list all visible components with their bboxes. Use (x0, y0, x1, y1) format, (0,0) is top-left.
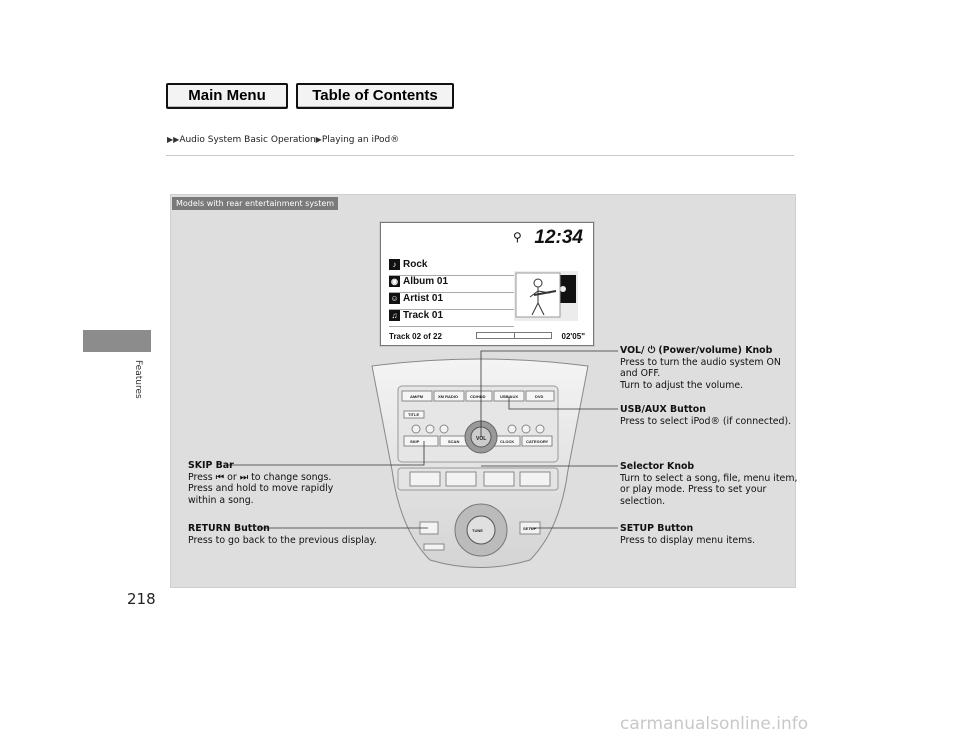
svg-text:SCAN: SCAN (448, 439, 460, 444)
table-of-contents-button[interactable]: Table of Contents (296, 83, 454, 109)
setup-button-callout: SETUP Button Press to display menu items. (620, 523, 756, 546)
breadcrumb-arrow-icon: ▶ (315, 135, 322, 144)
svg-text:AM/FM: AM/FM (410, 394, 424, 399)
list-item: ♪ Rock (389, 259, 514, 276)
power-icon: ⏻ (647, 345, 656, 356)
svg-text:USB/AUX: USB/AUX (500, 394, 519, 399)
return-button-callout: RETURN Button Press to go back to the previous display. (188, 523, 377, 546)
main-menu-button[interactable]: Main Menu (166, 83, 288, 109)
watermark: carmanualsonline.info (620, 714, 809, 734)
svg-text:VOL: VOL (476, 436, 487, 442)
skip-forward-icon: ⏭ (239, 471, 249, 483)
list-item: ☺ Artist 01 (389, 293, 514, 310)
svg-text:TITLE: TITLE (408, 412, 420, 417)
clock-readout: 12:34 (534, 227, 583, 248)
track-duration: 02'05" (561, 332, 585, 341)
skip-bar-callout: SKIP Bar Press ⏮ or ⏭ to change songs. Press and hold to move rapidly within a song. (188, 460, 334, 506)
album-icon: ◉ (389, 276, 400, 287)
svg-text:CD/HDD: CD/HDD (470, 394, 486, 399)
track-info: Track 02 of 22 (389, 332, 442, 341)
svg-text:SKIP: SKIP (410, 439, 420, 444)
genre-icon: ♪ (389, 259, 400, 270)
svg-text:CLOCK: CLOCK (500, 439, 515, 444)
svg-text:SETUP: SETUP (523, 526, 537, 531)
selector-knob-callout: Selector Knob Turn to select a song, file, menu item, or play mode. Press to set your selection. (620, 461, 798, 507)
usb-icon: ⚲ (513, 230, 522, 244)
breadcrumb-item[interactable]: Audio System Basic Operation (179, 135, 316, 145)
breadcrumb-arrow-icon: ▶▶ (167, 135, 180, 144)
artist-icon: ☺ (390, 294, 399, 303)
page-number: 218 (127, 590, 156, 608)
svg-text:XM RADIO: XM RADIO (438, 394, 458, 399)
usb-aux-callout: USB/AUX Button Press to select iPod® (if connected). (620, 404, 792, 427)
list-item: ◉ Album 01 (389, 276, 514, 293)
skip-back-icon: ⏮ (215, 471, 225, 483)
vol-knob-callout: VOL/ ⏻ (Power/volume) Knob Press to turn the audio system ON and OFF. Turn to adjust the volume. (620, 345, 781, 391)
list-item: ♫ Track 01 (389, 310, 514, 327)
track-icon: ♫ (389, 310, 400, 321)
svg-text:DVD: DVD (535, 394, 544, 399)
models-tag: Models with rear entertainment system (172, 197, 338, 210)
section-label: Features (133, 360, 143, 399)
svg-text:TUNE: TUNE (472, 528, 483, 533)
breadcrumb-item: Playing an iPod® (321, 135, 400, 145)
svg-text:CATEGORY: CATEGORY (526, 439, 549, 444)
